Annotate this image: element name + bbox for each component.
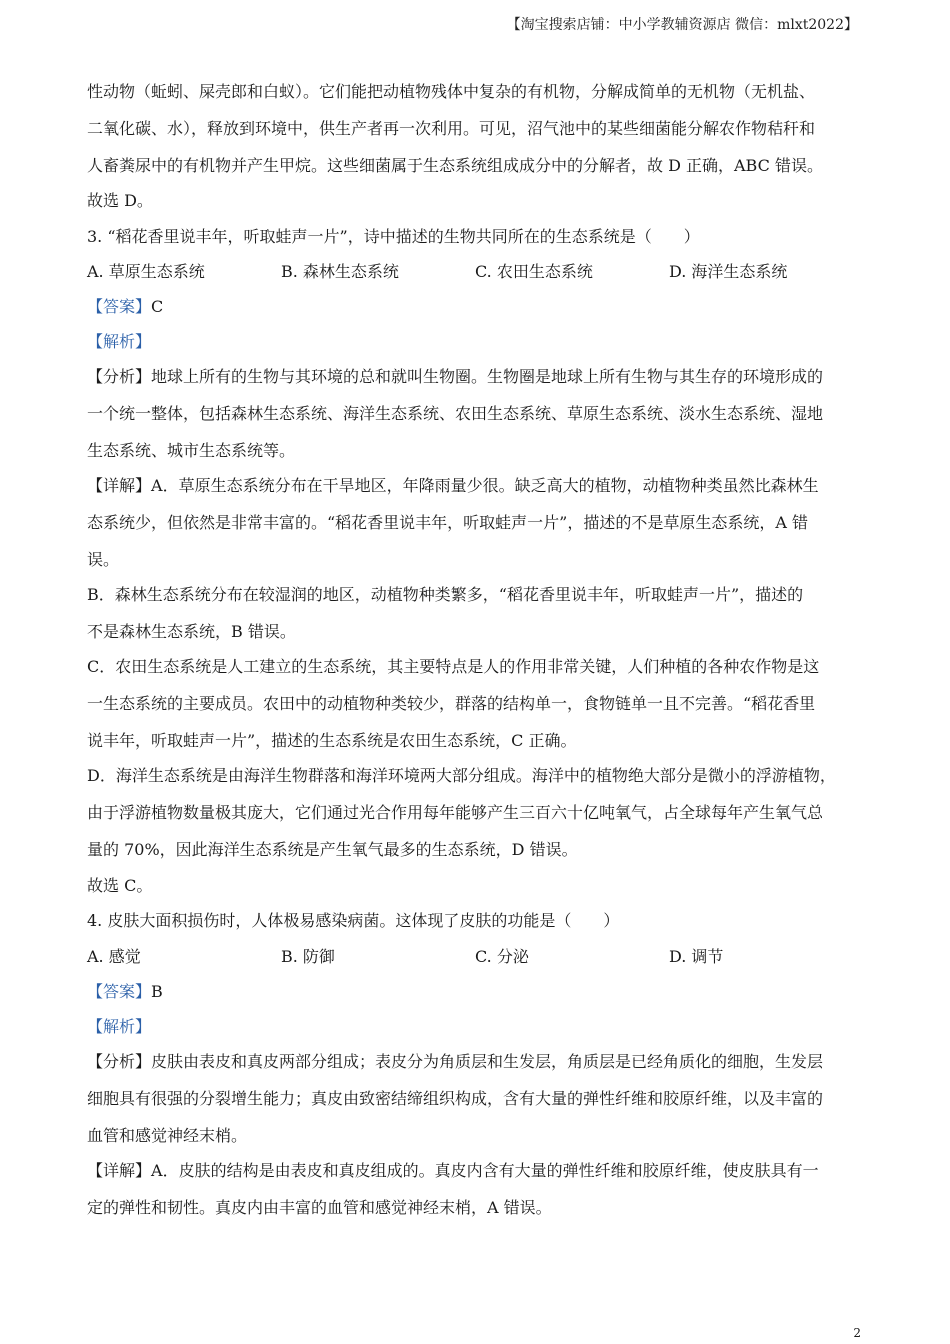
- xiangjie-label: 【详解】: [87, 476, 152, 495]
- q3-xiangjie-line-3: 误。: [87, 550, 120, 569]
- q3-fenxi-line-2: 一个统一整体，包括森林生态系统、海洋生态系统、农田生态系统、草原生态系统、淡水生态系统、湿地: [87, 404, 824, 423]
- answer-label: 【答案】: [87, 297, 152, 316]
- q3-xiangjie-line-5: 不是森林生态系统，B 错误。: [87, 622, 296, 641]
- q3-option-b: B. 森林生态系统: [281, 262, 399, 281]
- q4-xiangjie-line-1: [87, 1161, 819, 1181]
- answer-label: 【答案】: [87, 982, 152, 1001]
- analysis-label: 【解析】: [87, 1017, 152, 1036]
- q4-analysis-heading: [87, 1017, 151, 1037]
- answer-value: C: [151, 297, 164, 316]
- q3-answer: [87, 297, 163, 317]
- q4-xiangjie-line-2: 定的弹性和韧性。真皮内由丰富的血管和感觉神经末梢，A 错误。: [87, 1198, 552, 1217]
- q2-line-1: 性动物（蚯蚓、屎壳郎和白蚁）。它们能把动植物残体中复杂的有机物，分解成简单的无机物（无机盐、: [87, 82, 816, 101]
- q2-line-3: 人畜粪尿中的有机物并产生甲烷。这些细菌属于生态系统组成成分中的分解者，故 D 正确，ABC 错误。: [87, 156, 823, 175]
- q4-option-c: C. 分泌: [475, 947, 529, 966]
- page-header: 【淘宝搜索店铺：中小学教辅资源店 微信：mlxt2022】: [506, 17, 858, 33]
- q4-fenxi-line-1: [87, 1052, 823, 1072]
- answer-value: B: [151, 982, 163, 1001]
- q4-fenxi-line-2: 细胞具有很强的分裂增生能力；真皮由致密结缔组织构成，含有大量的弹性纤维和胶原纤维，以及丰富的: [87, 1089, 824, 1108]
- q3-xiangjie-line-4: B．森林生态系统分布在较湿润的地区，动植物种类繁多，“稻花香里说丰年，听取蛙声一片”，描述的: [87, 585, 804, 604]
- xiangjie-label: 【详解】: [87, 1161, 152, 1180]
- q2-line-2: 二氧化碳、水），释放到环境中，供生产者再一次利用。可见，沼气池中的某些细菌能分解农作物秸秆和: [87, 119, 816, 138]
- q4-fenxi-line-3: 血管和感觉神经末梢。: [87, 1126, 248, 1145]
- q3-fenxi-line-1: [87, 367, 823, 387]
- q2-conclusion: 故选 D。: [87, 191, 153, 210]
- q3-option-d: D. 海洋生态系统: [669, 262, 788, 281]
- page-number: 2: [853, 1326, 861, 1340]
- q3-xiangjie-line-8: 说丰年，听取蛙声一片”，描述的生态系统是农田生态系统，C 正确。: [87, 731, 577, 750]
- analysis-label: 【解析】: [87, 332, 152, 351]
- q3-xiangjie-line-11: 量的 70%，因此海洋生态系统是产生氧气最多的生态系统，D 错误。: [87, 840, 578, 859]
- fenxi-text: 地球上所有的生物与其环境的总和就叫生物圈。生物圈是地球上所有生物与其生存的环境形成的: [151, 367, 824, 386]
- fenxi-label: 【分析】: [87, 367, 152, 386]
- fenxi-label: 【分析】: [87, 1052, 152, 1071]
- xiangjie-text: A．草原生态系统分布在干旱地区，年降雨量少很。缺乏高大的植物，动植物种类虽然比森林生: [151, 476, 819, 495]
- q3-xiangjie-line-10: 由于浮游植物数量极其庞大，它们通过光合作用每年能够产生三百六十亿吨氧气，占全球每年产生氧气总: [87, 803, 824, 822]
- q3-analysis-heading: [87, 332, 151, 352]
- q3-stem: 3. “稻花香里说丰年，听取蛙声一片”，诗中描述的生物共同所在的生态系统是（ ）: [87, 227, 700, 246]
- q3-conclusion: 故选 C。: [87, 876, 153, 895]
- xiangjie-text: A．皮肤的结构是由表皮和真皮组成的。真皮内含有大量的弹性纤维和胶原纤维，使皮肤具有一: [151, 1161, 819, 1180]
- q3-xiangjie-line-2: 态系统少，但依然是非常丰富的。“稻花香里说丰年，听取蛙声一片”，描述的不是草原生态系统，A 错: [87, 513, 809, 532]
- q3-option-c: C. 农田生态系统: [475, 262, 593, 281]
- q4-stem: 4. 皮肤大面积损伤时，人体极易感染病菌。这体现了皮肤的功能是（ ）: [87, 911, 620, 930]
- q3-xiangjie-line-1: [87, 476, 819, 496]
- fenxi-text: 皮肤由表皮和真皮两部分组成；表皮分为角质层和生发层，角质层是已经角质化的细胞，生发层: [151, 1052, 824, 1071]
- q4-option-b: B. 防御: [281, 947, 335, 966]
- q4-answer: [87, 982, 163, 1002]
- q3-option-a: A. 草原生态系统: [87, 262, 205, 281]
- q3-xiangjie-line-6: C．农田生态系统是人工建立的生态系统，其主要特点是人的作用非常关键，人们种植的各种农作物是这: [87, 657, 820, 676]
- q3-xiangjie-line-7: 一生态系统的主要成员。农田中的动植物种类较少，群落的结构单一，食物链单一且不完善。“稻花香里: [87, 694, 816, 713]
- q3-xiangjie-line-9: D．海洋生态系统是由海洋生物群落和海洋环境两大部分组成。海洋中的植物绝大部分是微小的浮游植物，: [87, 766, 836, 785]
- q4-option-a: A. 感觉: [87, 947, 141, 966]
- q3-fenxi-line-3: 生态系统、城市生态系统等。: [87, 441, 296, 460]
- q4-option-d: D. 调节: [669, 947, 724, 966]
